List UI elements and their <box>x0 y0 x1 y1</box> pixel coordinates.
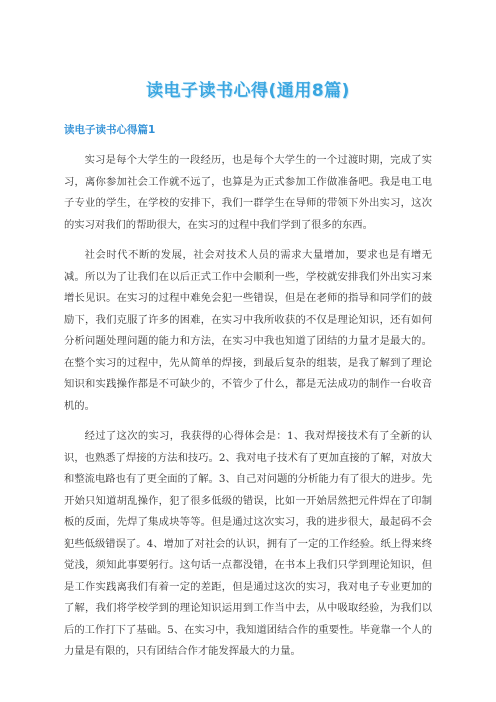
section-heading: 读电子读书心得篇1 <box>64 124 156 136</box>
paragraph-3: 经过了这次的实习，我获得的心得体会是：1、我对焊接技术有了全新的认识，也熟悉了焊接的方法和技巧。2、我对电子技术有了更加直接的了解，对放大和整流电路也有了更全面的了解。3、自己对问题的分析能力有了很大的进步。先开始只知道胡乱操作，犯了很多低级的错误，比如一开始居然把元件焊在了印制板的反面，先焊了集成块等等。但是通过这次实习，我的进步很大，最起码不会犯些低级错误了。4、增加了对社会的认识，拥有了一定的工作经验。纸上得来终觉浅，须知此事要躬行。这句话一点都没错，在书本上我们只学到理论知识，但是工作实践离我们有着一定的差距，但是通过这次的实习，我对电子专业更加的了解，我们将学校学到的理论知识运用到工作当中去，从中吸取经验，为我们以后的工作打下了基础。5、在实习中，我知道团结合作的重要性。毕竟靠一个人的力量是有限的，只有团结合作才能发挥最大的力量。 <box>64 430 432 657</box>
paragraph-1: 实习是每个大学生的一段经历，也是每个大学生的一个过渡时期，完成了实习，离你参加社会工作就不远了，也算是为正式参加工作做准备吧。我是电工电子专业的学生，在学校的安排下，我们一群学生在导师的带领下外出实习，这次的实习对我们的帮助很大，在实习的过程中我们学到了很多的东西。 <box>64 154 432 231</box>
document-title: 读电子读书心得(通用8篇) <box>146 81 350 101</box>
paragraph-2: 社会时代不断的发展，社会对技术人员的需求大量增加，要求也是有增无减。所以为了让我们在以后正式工作中会顺利一些，学校就安排我们外出实习来增长见识。在实习的过程中难免会犯一些错误，但是在老师的指导和同学们的鼓励下，我们克服了许多的困难，在实习中我所收获的不仅是理论知识，还有如何分析问题处理问题的能力和方法，在实习中我也知道了团结的力量才是最大的。在整个实习的过程中，先从简单的焊接，到最后复杂的组装，是我了解到了理论知识和实践操作都是不可缺少的，不管少了什么，都是无法成功的制作一台收音机的。 <box>64 249 432 412</box>
document-body <box>64 150 432 672</box>
